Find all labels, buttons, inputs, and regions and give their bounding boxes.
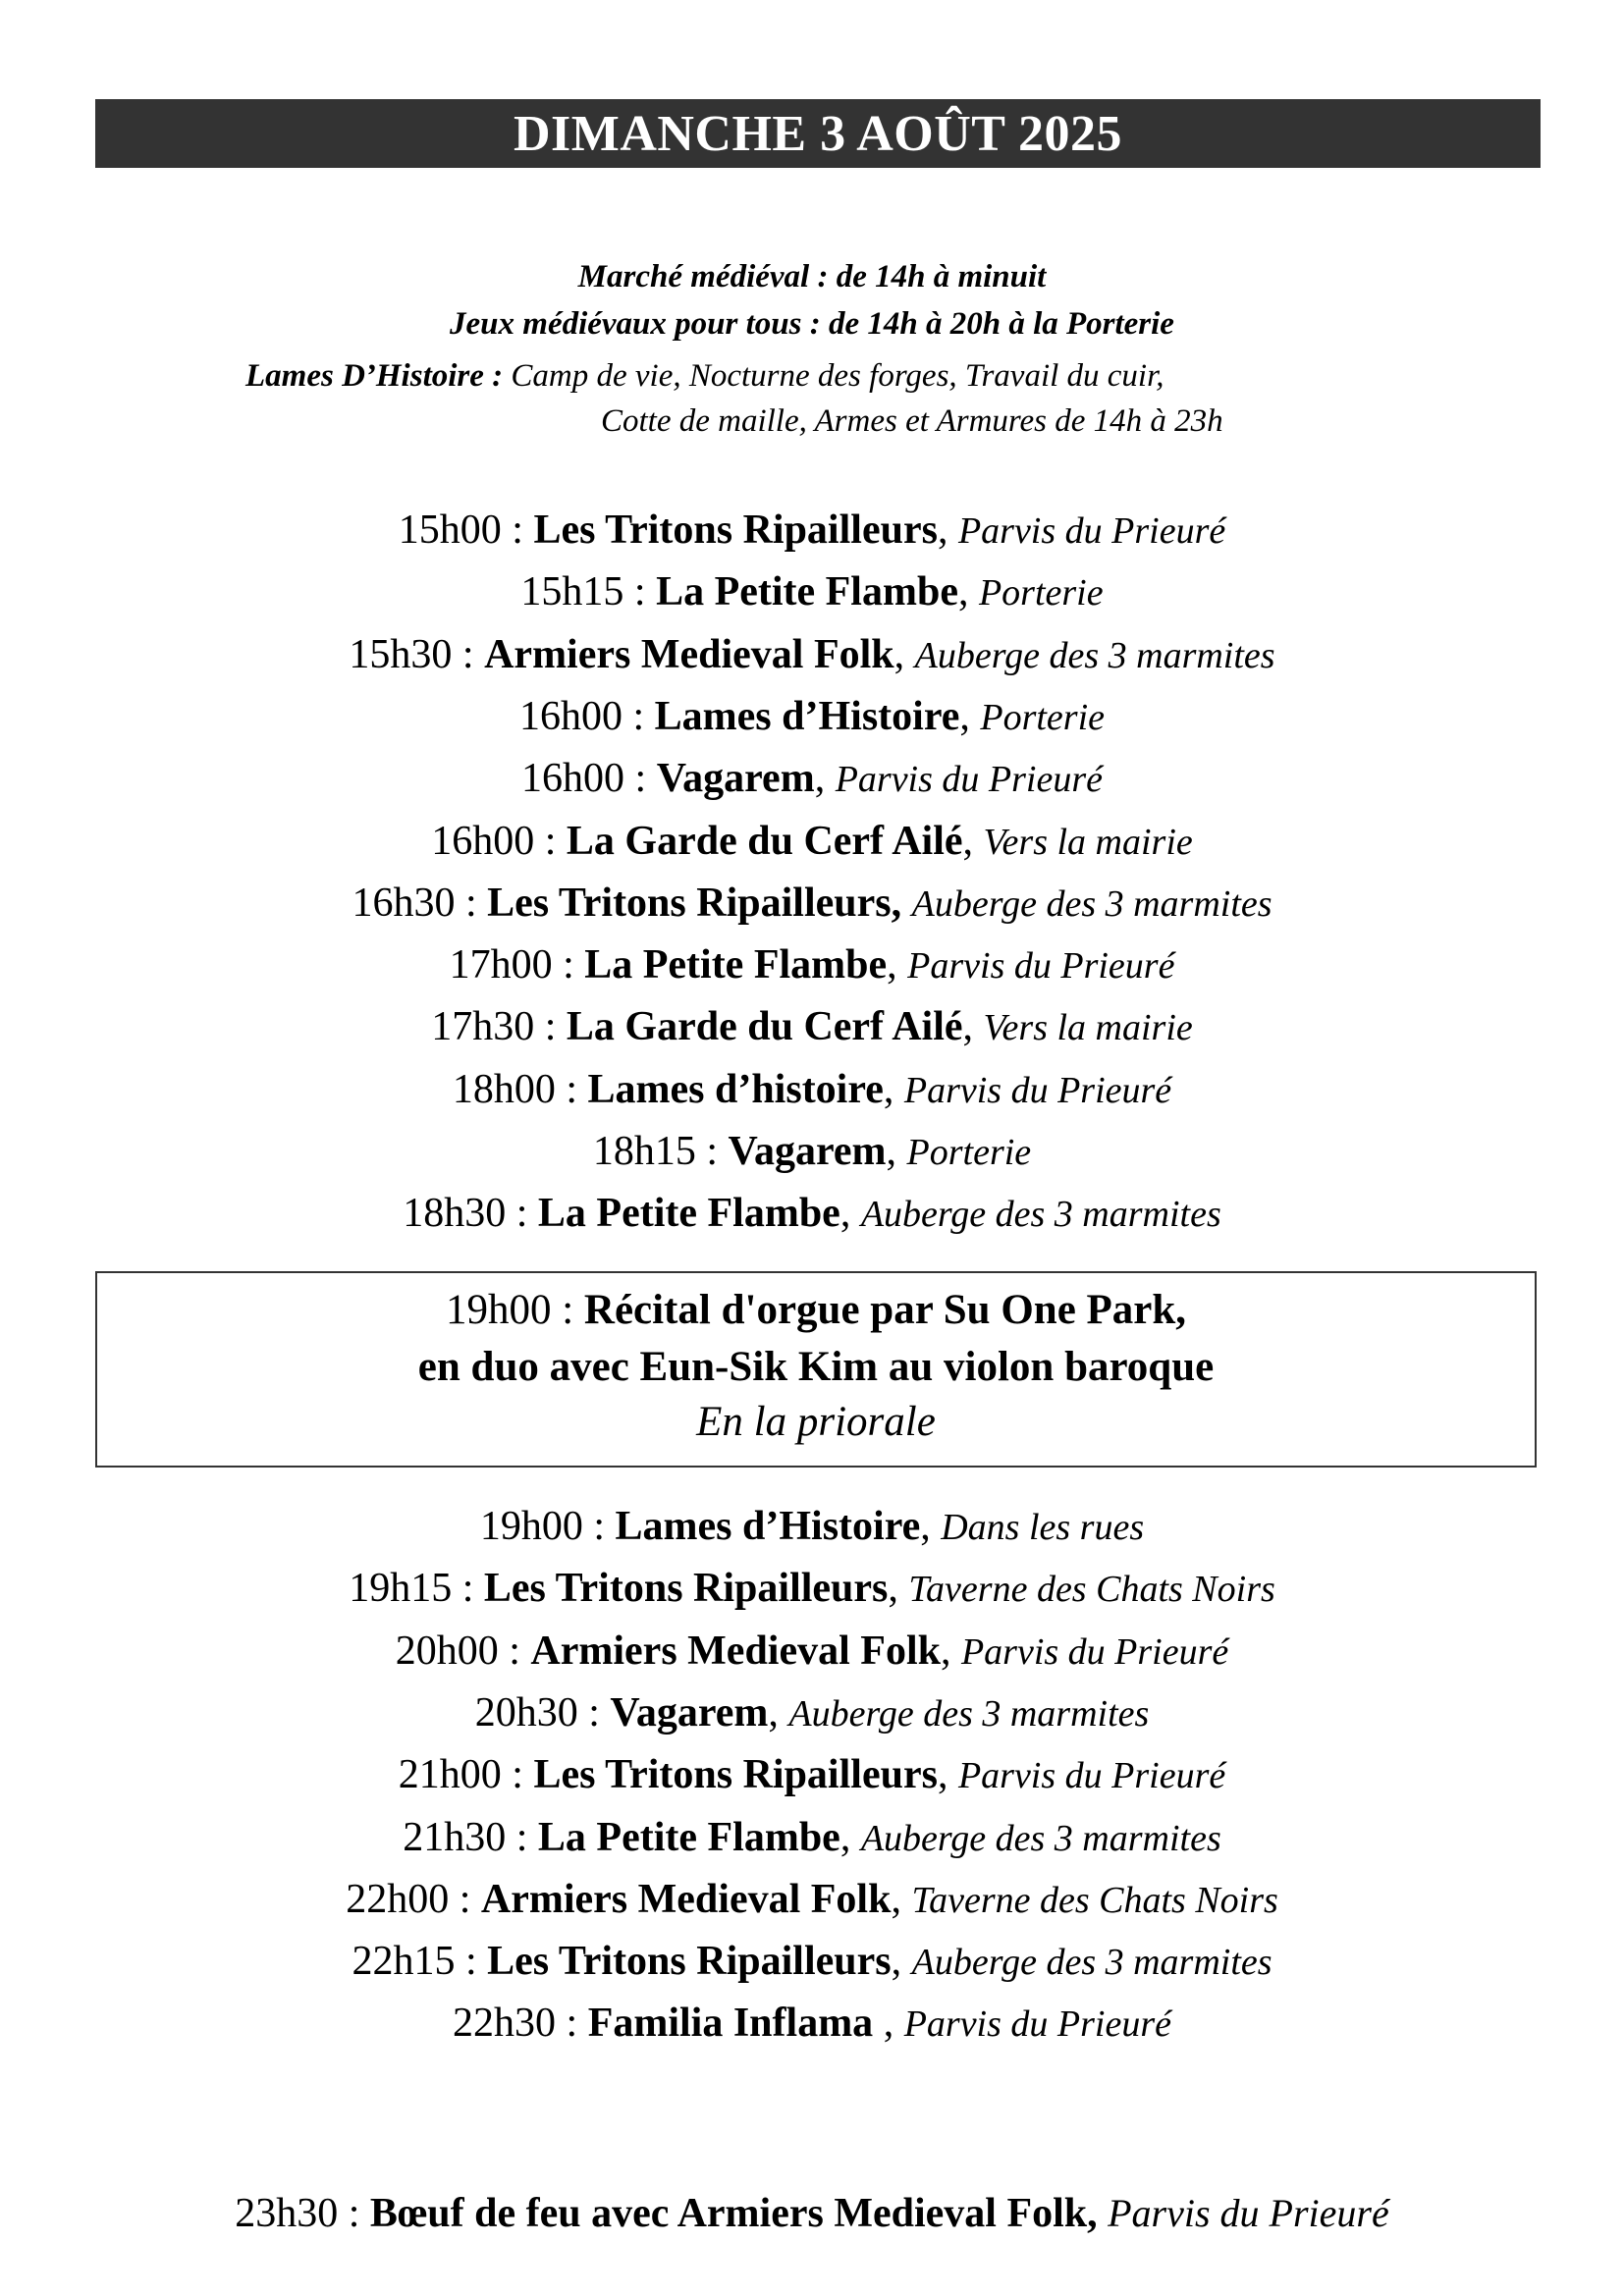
schedule-act: Vagarem <box>610 1689 769 1735</box>
schedule-row <box>0 567 1624 617</box>
schedule-row <box>0 1564 1624 1614</box>
schedule-time: 20h30 : <box>474 1689 611 1735</box>
schedule-separator: , <box>962 1004 984 1050</box>
schedule-location: Taverne des Chats Noirs <box>908 1569 1275 1611</box>
schedule-location: Parvis du Prieuré <box>903 1069 1172 1111</box>
schedule-separator: , <box>873 2001 904 2047</box>
schedule-row <box>0 506 1624 556</box>
schedule-row <box>0 1627 1624 1677</box>
highlight-title: Récital d'orgue par Su One Park, <box>583 1287 1187 1333</box>
schedule-row <box>0 1813 1624 1863</box>
schedule-separator: , <box>940 1628 961 1674</box>
schedule-time: 21h00 : <box>398 1752 534 1798</box>
schedule-time: 22h00 : <box>346 1876 481 1922</box>
schedule-location: Parvis du Prieuré <box>960 1630 1229 1673</box>
schedule-row <box>0 1875 1624 1925</box>
highlight-line-2: en duo avec Eun-Sik Kim au violon baroque <box>417 1344 1215 1390</box>
schedule-time: 16h30 : <box>352 880 488 926</box>
schedule-act: Armiers Medieval Folk <box>484 631 894 677</box>
schedule-row <box>0 1065 1624 1115</box>
schedule-separator: , <box>937 507 958 553</box>
finale-time: 23h30 : <box>235 2191 370 2236</box>
intro-lames-block <box>245 356 1424 439</box>
schedule-act: Les Tritons Ripailleurs <box>533 1752 938 1798</box>
schedule-act: La Garde du Cerf Ailé <box>566 1004 963 1050</box>
schedule-location: Auberge des 3 marmites <box>788 1692 1150 1735</box>
intro-lames-label: Lames D’Histoire : <box>245 358 504 394</box>
schedule-act: Vagarem <box>656 756 815 802</box>
schedule-act: Les Tritons Ripailleurs <box>483 1566 889 1612</box>
schedule-separator: , <box>886 1129 907 1174</box>
schedule-location: Auberge des 3 marmites <box>911 1942 1272 1984</box>
schedule-act: La Garde du Cerf Ailé <box>566 818 963 864</box>
schedule-row <box>0 630 1624 680</box>
schedule-time: 18h00 : <box>452 1066 588 1112</box>
schedule-time: 15h00 : <box>398 507 534 553</box>
highlight-location: En la priorale <box>696 1399 936 1445</box>
schedule-time: 22h15 : <box>352 1939 488 1985</box>
schedule-time: 19h15 : <box>349 1566 484 1612</box>
schedule-separator <box>901 881 912 926</box>
intro-games-line <box>0 304 1624 344</box>
schedule-row <box>0 754 1624 804</box>
schedule-act: Les Tritons Ripailleurs, <box>487 880 902 926</box>
schedule-location: Parvis du Prieuré <box>835 759 1103 801</box>
schedule-act: Les Tritons Ripailleurs <box>533 507 938 553</box>
schedule-row <box>0 1937 1624 1987</box>
finale-location: Parvis du Prieuré <box>1108 2191 1389 2235</box>
schedule-time: 17h00 : <box>449 942 585 988</box>
highlight-box <box>95 1271 1537 1468</box>
schedule-act: La Petite Flambe <box>537 1191 840 1237</box>
schedule-time: 19h00 : <box>479 1504 616 1549</box>
schedule-time: 15h15 : <box>520 569 657 615</box>
schedule-separator: , <box>839 1814 861 1860</box>
finale-act: Bœuf de feu avec Armiers Medieval Folk, <box>369 2191 1098 2236</box>
highlight-time: 19h00 : <box>445 1287 584 1333</box>
schedule-time: 16h00 : <box>518 693 655 739</box>
schedule-separator: , <box>891 1939 912 1985</box>
schedule-separator: , <box>957 569 979 615</box>
schedule-act: Lames d’Histoire <box>615 1504 921 1549</box>
finale-sep <box>1098 2191 1109 2236</box>
schedule-separator: , <box>893 631 915 677</box>
schedule-row <box>0 817 1624 867</box>
schedule-time: 18h15 : <box>592 1129 729 1174</box>
schedule-separator: , <box>814 756 836 802</box>
intro-lames-text-2: Cotte de maille, Armes et Armures de 14h à 23h <box>601 403 1223 439</box>
schedule-row <box>0 1127 1624 1177</box>
intro-games-text: Jeux médiévaux pour tous : de 14h à 20h à la Porterie <box>450 306 1174 342</box>
schedule-separator: , <box>937 1752 958 1798</box>
schedule-location: Parvis du Prieuré <box>903 2003 1171 2046</box>
schedule-act: Lames d’histoire <box>587 1066 884 1112</box>
schedule-location: Parvis du Prieuré <box>907 945 1175 988</box>
schedule-separator: , <box>891 1876 912 1922</box>
page-title: DIMANCHE 3 AOÛT 2025 <box>95 99 1541 168</box>
schedule-time: 20h00 : <box>395 1628 531 1674</box>
intro-lames-text-1: Camp de vie, Nocturne des forges, Travail du cuir, <box>511 358 1164 394</box>
schedule-act: La Petite Flambe <box>656 569 958 615</box>
schedule-separator: , <box>888 1566 909 1612</box>
schedule-location: Parvis du Prieuré <box>957 1755 1226 1797</box>
schedule-row <box>0 879 1624 929</box>
schedule-time: 17h30 : <box>431 1004 567 1050</box>
intro-market-line <box>0 257 1624 296</box>
schedule-location: Porterie <box>980 696 1105 738</box>
schedule-location: Auberge des 3 marmites <box>860 1817 1221 1859</box>
schedule-time: 15h30 : <box>349 631 485 677</box>
schedule-row <box>0 1688 1624 1738</box>
schedule-location: Porterie <box>906 1132 1032 1173</box>
schedule-location: Vers la mairie <box>983 821 1193 863</box>
schedule-row <box>0 1999 1624 2049</box>
schedule-act: La Petite Flambe <box>584 942 888 988</box>
schedule-separator: , <box>887 942 908 988</box>
schedule-row <box>0 1502 1624 1552</box>
finale-row <box>0 2189 1624 2238</box>
intro-market-text: Marché médiéval : de 14h à minuit <box>577 259 1047 294</box>
schedule-act: Armiers Medieval Folk <box>530 1628 941 1674</box>
schedule-separator: , <box>959 693 981 739</box>
schedule-location: Vers la mairie <box>983 1007 1193 1049</box>
schedule-location: Auberge des 3 marmites <box>914 634 1275 676</box>
highlight-line-1 <box>97 1285 1535 1336</box>
schedule-act: Armiers Medieval Folk <box>480 1876 892 1922</box>
schedule-row <box>0 1750 1624 1800</box>
schedule-act: Vagarem <box>728 1129 887 1174</box>
schedule-row <box>0 1189 1624 1239</box>
schedule-separator: , <box>883 1066 904 1112</box>
schedule-location: Dans les rues <box>941 1507 1145 1548</box>
schedule-time: 16h00 : <box>521 756 657 802</box>
schedule-act: Familia Inflama <box>587 2001 874 2047</box>
schedule-time: 21h30 : <box>403 1814 538 1860</box>
schedule-row <box>0 692 1624 742</box>
schedule-act: Lames d’Histoire <box>654 693 960 739</box>
schedule-separator: , <box>768 1689 789 1735</box>
schedule-row <box>0 1002 1624 1052</box>
schedule-time: 16h00 : <box>431 818 567 864</box>
schedule-act: La Petite Flambe <box>537 1814 840 1860</box>
schedule-row <box>0 940 1624 990</box>
schedule-time: 18h30 : <box>403 1191 538 1237</box>
schedule-location: Auberge des 3 marmites <box>911 882 1272 925</box>
schedule-location: Parvis du Prieuré <box>957 510 1226 552</box>
schedule-separator: , <box>920 1504 942 1549</box>
schedule-location: Porterie <box>978 572 1104 614</box>
schedule-time: 22h30 : <box>453 2001 588 2047</box>
schedule-separator: , <box>962 818 984 864</box>
schedule-separator: , <box>839 1191 861 1237</box>
schedule-location: Taverne des Chats Noirs <box>911 1879 1278 1921</box>
schedule-act: Les Tritons Ripailleurs <box>487 1939 892 1985</box>
schedule-location: Auberge des 3 marmites <box>860 1194 1221 1236</box>
